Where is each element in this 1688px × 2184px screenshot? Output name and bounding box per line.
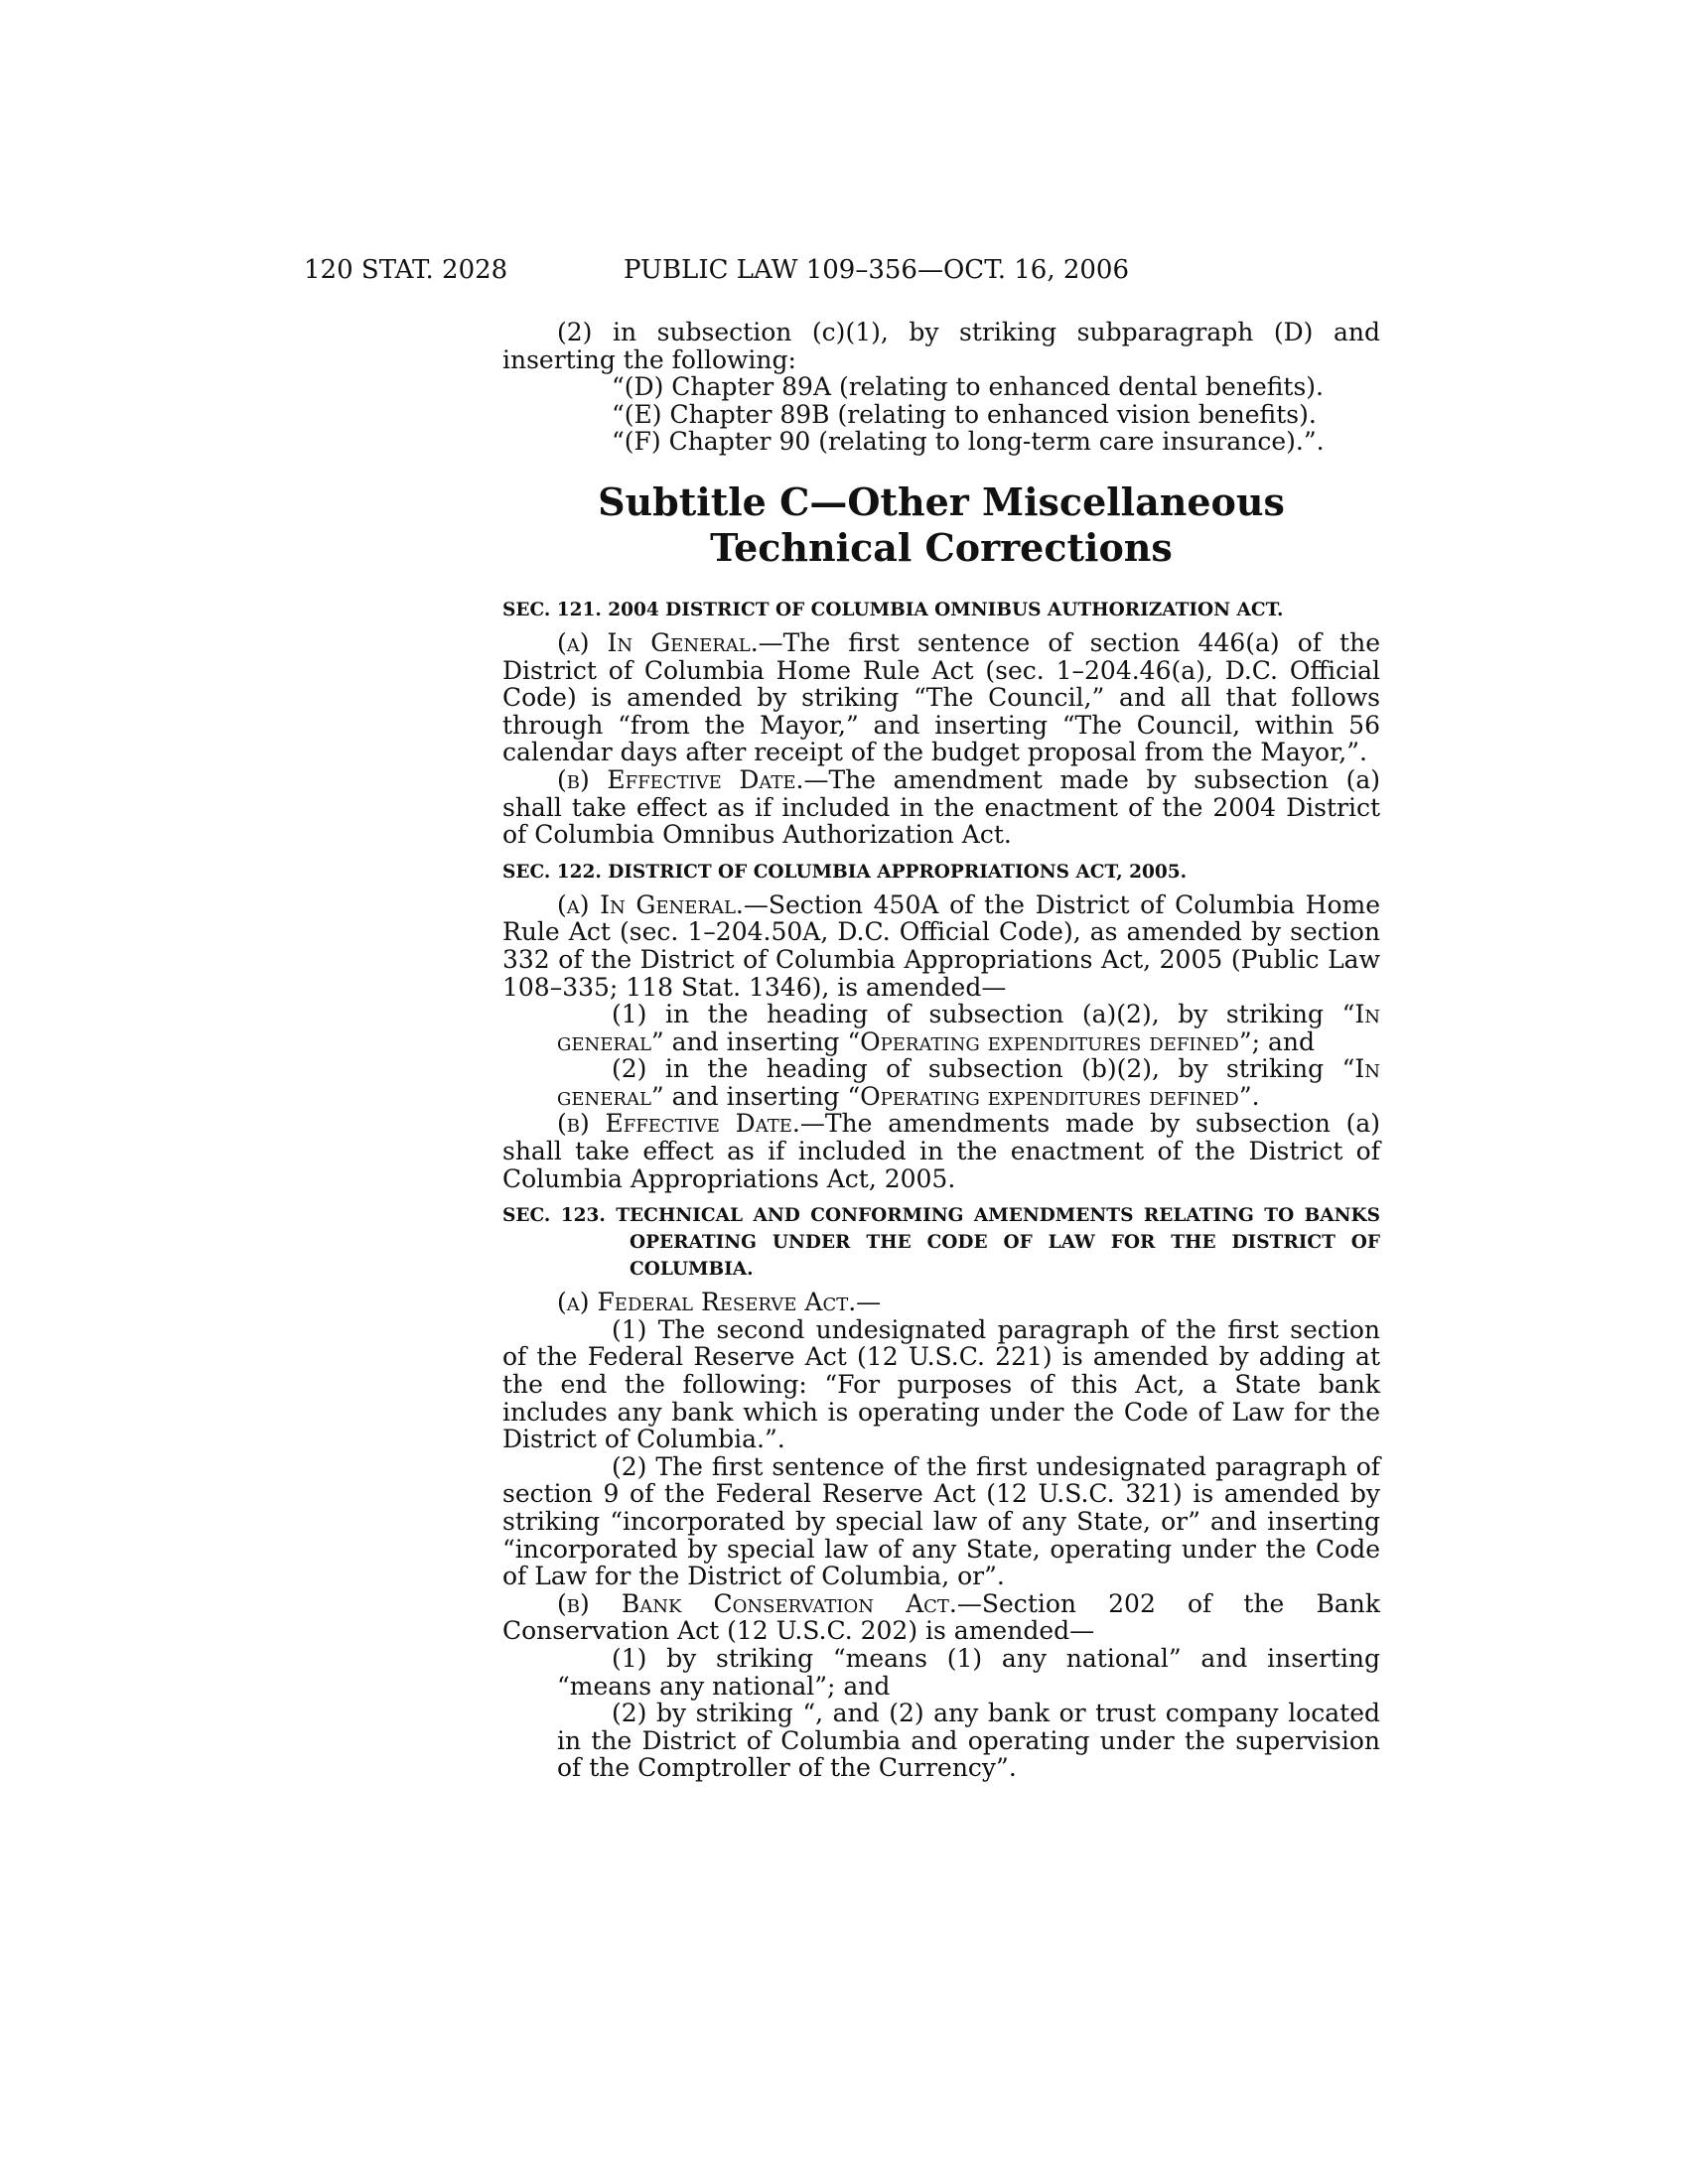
section-121-heading: SEC. 121. 2004 DISTRICT OF COLUMBIA OMNIBUS AUTHORIZATION ACT. (502, 599, 1284, 620)
section-122-a-2-post: ”. (1238, 1081, 1260, 1111)
page-number: 120 STAT. 2028 (304, 255, 508, 285)
section-122-a-2-inserted: Operating expenditures defined (860, 1081, 1239, 1111)
section-121-a (502, 629, 1380, 766)
opening-item-f: “(F) Chapter 90 (relating to long-term care insurance).”. (612, 427, 1325, 457)
section-122-a-1 (502, 1001, 1380, 1055)
section-123-b-1: (1) by striking “means (1) any national” and inserting “means any national”; and (557, 1643, 1380, 1701)
section-122-a-2 (502, 1055, 1380, 1110)
opening-item-d: “(D) Chapter 89A (relating to enhanced dental benefits). (612, 372, 1324, 402)
section-122-a-text: —Section 450A of the District of Columbia Home Rule Act (sec. 1–204.50A, D.C. Official Code), as amended by section 332 of the District of Columbia Appropriations Act, 2005 (Public Law 108–335; 118 Stat. 1346), is amended— (502, 889, 1381, 1002)
section-122-a (502, 891, 1380, 1001)
section-122-b-text: —The amendments made by subsection (a) shall take effect as if included in the enactment of the District of Columbia Appropriations Act, 2005. (502, 1109, 1380, 1193)
section-123-a-label: (a) Federal Reserve Act. (557, 1288, 857, 1317)
section-123-b-text: —Section 202 of the Bank Conservation Act (12 U.S.C. 202) is amended— (502, 1588, 1380, 1646)
section-122-b-label: (b) Effective Date. (557, 1109, 800, 1139)
section-123-b (502, 1590, 1380, 1645)
law-title: PUBLIC LAW 109–356—OCT. 16, 2006 (624, 255, 1130, 285)
section-121-b (502, 766, 1380, 849)
opening-item-e: “(E) Chapter 89B (relating to enhanced vision benefits). (612, 399, 1317, 429)
section-122-a-1-inserted: Operating expenditures defined (860, 1026, 1239, 1056)
section-121-b-label: (b) Effective Date. (557, 764, 804, 794)
section-123-b-label: (b) Bank Conservation Act. (557, 1588, 957, 1618)
section-122-a-label: (a) In General. (557, 889, 744, 919)
section-121-a-text: —The first sentence of section 446(a) of the District of Columbia Home Rule Act (sec. 1–204.46(a), D.C. Official Code) is amended by striking “The Council,” and all that follows through “from the Mayor,” and inserting “The Council, within 56 calendar days after receipt of the budget proposal from the Mayor,”. (502, 627, 1380, 767)
section-123-a-2: (2) The first sentence of the first undesignated paragraph of section 9 of the Federal Reserve Act (12 U.S.C. 321) is amended by striking “incorporated by special law of any State, or” and inserting “incorporated by special law of any State, operating under the Code of Law for the District of Columbia, or”. (502, 1451, 1380, 1591)
subtitle-heading: Subtitle C—Other Miscellaneous Technical Corrections (598, 478, 1285, 570)
section-123-a (502, 1289, 1380, 1316)
section-122-a-2-struck: In general (557, 1054, 1380, 1111)
section-123-a-text: — (856, 1288, 882, 1317)
section-122-b (502, 1110, 1380, 1192)
section-122-a-1-post: ”; and (1238, 1026, 1315, 1056)
section-122-a-1-struck: In general (557, 1000, 1380, 1056)
section-122-a-1-pre: (1) in the heading of subsection (a)(2), by striking “ (612, 1000, 1355, 1029)
section-123-b-2: (2) by striking “, and (2) any bank or trust company located in the District of Columbia and operating under the supervision of the Comptroller of the Currency”. (557, 1699, 1380, 1783)
section-122-a-2-pre: (2) in the heading of subsection (b)(2), by striking “ (612, 1054, 1355, 1084)
document-body (502, 319, 1380, 1782)
running-header (304, 250, 1380, 290)
section-123-a-1: (1) The second undesignated paragraph of the first section of the Federal Reserve Act (12 U.S.C. 221) is amended by adding at the end the following: “For purposes of this Act, a State bank includes any bank which is operating under the Code of Law for the District of Columbia.”. (502, 1314, 1380, 1454)
section-122-a-2-mid: ” and inserting “ (650, 1081, 861, 1111)
section-122-a-1-mid: ” and inserting “ (650, 1026, 861, 1056)
section-121-a-label: (a) In General. (557, 627, 759, 657)
section-121-b-text: —The amendment made by subsection (a) shall take effect as if included in the enactment of the 2004 District of Columbia Omnibus Authorization Act. (502, 764, 1380, 850)
section-123-heading: SEC. 123. TECHNICAL AND CONFORMING AMENDMENTS RELATING TO BANKS OPERATING UNDER THE CODE OF LAW FOR THE DISTRICT OF COLUMBIA. (502, 1205, 1380, 1281)
opening-item-2: (2) in subsection (c)(1), by striking subparagraph (D) and inserting the following: (502, 318, 1380, 374)
section-122-heading: SEC. 122. DISTRICT OF COLUMBIA APPROPRIATIONS ACT, 2005. (502, 861, 1188, 883)
